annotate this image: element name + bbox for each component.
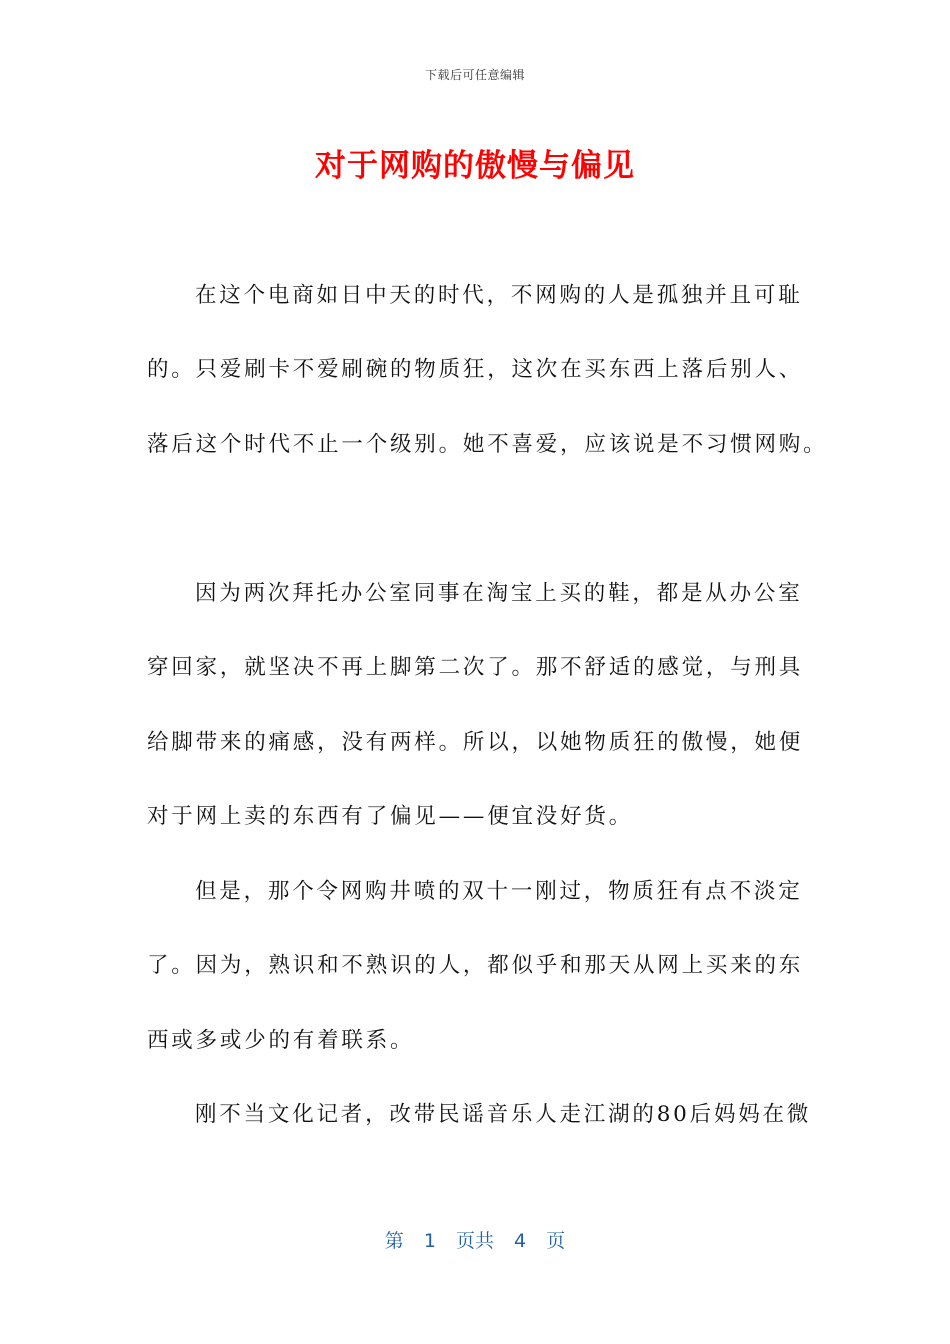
footer-page-label: 第 xyxy=(384,1230,404,1252)
body-line-7: 对于网上卖的东西有了偏见——便宜没好货。 xyxy=(147,804,634,829)
footer-current-page: 1 xyxy=(423,1230,436,1252)
header-note: 下载后可任意编辑 xyxy=(424,68,525,82)
body-line-11: 刚不当文化记者，改带民谣音乐人走江湖的80后妈妈在微 xyxy=(195,1102,812,1127)
body-line-10: 西或多或少的有着联系。 xyxy=(147,1028,415,1053)
body-line-9: 了。因为，熟识和不熟识的人，都似乎和那天从网上买来的东 xyxy=(147,953,804,978)
page-footer xyxy=(0,1226,950,1253)
footer-page-suffix: 页共 xyxy=(455,1230,494,1252)
body-line-3: 落后这个时代不止一个级别。她不喜爱，应该说是不习惯网购。 xyxy=(147,432,828,457)
footer-total-suffix: 页 xyxy=(546,1230,566,1252)
body-line-6: 给脚带来的痛感，没有两样。所以，以她物质狂的傲慢，她便 xyxy=(147,730,804,755)
footer-total-pages: 4 xyxy=(514,1230,527,1252)
document-title: 对于网购的傲慢与偏见 xyxy=(315,148,635,184)
body-line-1: 在这个电商如日中天的时代，不网购的人是孤独并且可耻 xyxy=(195,283,803,308)
body-line-8: 但是，那个令网购井喷的双十一刚过，物质狂有点不淡定 xyxy=(195,879,803,904)
body-line-5: 穿回家，就坚决不再上脚第二次了。那不舒适的感觉，与刑具 xyxy=(147,655,804,680)
body-line-4: 因为两次拜托办公室同事在淘宝上买的鞋，都是从办公室 xyxy=(195,581,803,606)
body-line-2: 的。只爱刷卡不爱刷碗的物质狂，这次在买东西上落后别人、 xyxy=(147,357,804,382)
